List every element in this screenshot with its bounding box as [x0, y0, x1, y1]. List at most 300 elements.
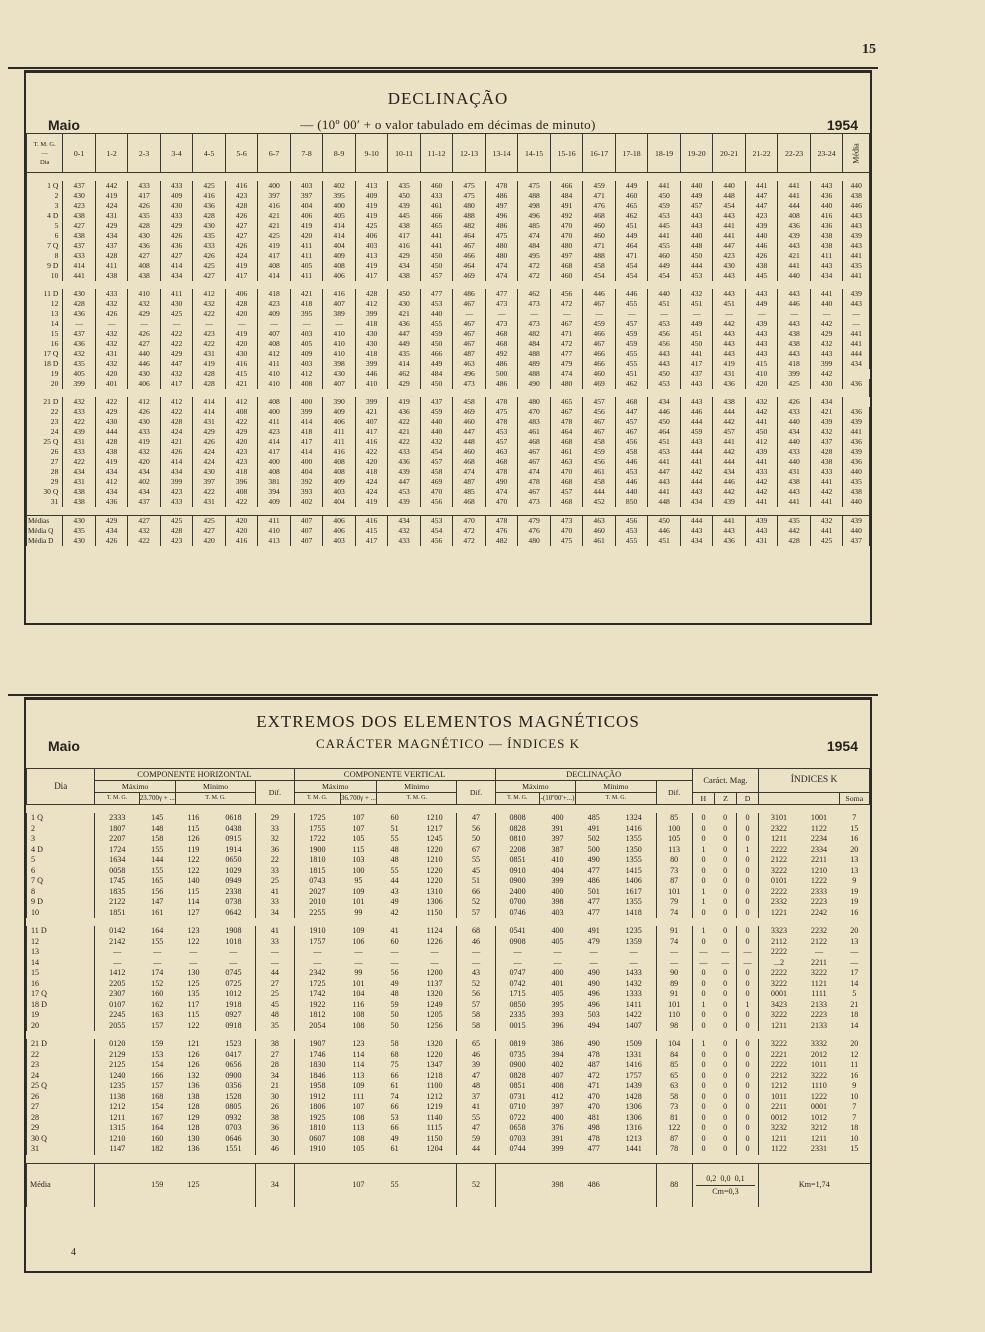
value-cell: 443 — [745, 349, 778, 359]
value-cell: 442 — [713, 319, 746, 329]
value-cell: 3332 — [810, 1039, 828, 1048]
value-cell: 463 — [485, 447, 518, 457]
value-cell: 453 — [680, 271, 713, 281]
value-cell: 450 — [388, 289, 421, 299]
mean-cell: 476 — [518, 526, 551, 536]
value-cell: 438 — [745, 261, 778, 271]
value-cell: 390 — [323, 397, 356, 407]
value-cell: 67 — [457, 845, 495, 856]
value-cell: 1347 — [426, 1060, 443, 1069]
value-cell: 109 — [352, 1081, 365, 1090]
table-row — [27, 1010, 870, 1021]
value-cell: 0607 — [309, 1133, 326, 1143]
mean-cell: 432 — [128, 526, 161, 536]
media-header-label: Média — [851, 142, 861, 164]
value-cell: 431 — [193, 417, 226, 427]
day-cell: 21 D — [27, 397, 63, 407]
value-cell: 439 — [388, 497, 421, 507]
value-cell: 0 — [701, 876, 706, 885]
value-cell: 105 — [656, 834, 692, 845]
value-cell: 497 — [550, 251, 583, 261]
value-cell: — — [128, 319, 161, 329]
table-row — [27, 261, 870, 271]
value-cell: 450 — [388, 191, 421, 201]
value-cell: 448 — [680, 241, 713, 251]
value-cell: 456 — [648, 339, 681, 349]
v-min-tmg: T. M. G. — [376, 793, 456, 805]
value-cell: 121 — [187, 1039, 200, 1048]
value-cell: 1222 — [810, 1091, 828, 1101]
value-cell: 488 — [583, 251, 616, 261]
value-cell: 406 — [355, 231, 388, 241]
value-cell: 402 — [128, 477, 161, 487]
value-cell: 464 — [453, 261, 486, 271]
value-cell: 472 — [518, 271, 551, 281]
value-cell: — — [153, 947, 162, 956]
value-cell: 443 — [843, 221, 870, 231]
value-cell: 2222 — [770, 886, 788, 896]
value-cell: 484 — [518, 339, 551, 349]
value-cell: 104 — [656, 1039, 692, 1050]
media-header — [843, 134, 870, 173]
d-max-tmg: T. M. G. — [495, 793, 539, 805]
value-cell: 0 — [723, 1010, 728, 1019]
value-cell: 434 — [160, 271, 193, 281]
value-cell: 0 — [701, 865, 706, 875]
value-cell: 74 — [390, 1091, 399, 1101]
value-cell: 0 — [737, 1071, 759, 1082]
value-cell: — — [745, 309, 778, 319]
value-cell: 450 — [680, 339, 713, 349]
value-cell: 16 — [850, 1070, 859, 1080]
value-cell: 2211 — [811, 957, 827, 967]
value-cell: 456 — [420, 497, 453, 507]
value-cell: 478 — [485, 181, 518, 191]
value-cell: 425 — [193, 261, 226, 271]
value-cell: 482 — [453, 221, 486, 231]
table-row — [27, 845, 870, 856]
value-cell: 2334 — [810, 844, 828, 854]
value-cell: 0 — [737, 834, 759, 845]
mean-cell: 422 — [128, 536, 161, 546]
value-cell: 438 — [810, 231, 843, 241]
value-cell: 60 — [390, 936, 399, 946]
value-cell: 435 — [843, 477, 870, 487]
value-cell: 0851 — [509, 1081, 526, 1090]
value-cell: 465 — [615, 201, 648, 211]
value-cell: 404 — [551, 865, 564, 875]
table-row — [27, 834, 870, 845]
value-cell: 460 — [583, 369, 616, 379]
value-cell: — — [313, 957, 322, 967]
value-cell: 0646 — [225, 1133, 242, 1143]
value-cell: 166 — [151, 1070, 164, 1080]
value-cell: 490 — [485, 477, 518, 487]
value-cell: 2122 — [109, 897, 126, 906]
value-cell: 1925 — [309, 1112, 326, 1122]
declination-title: DECLINAÇÃO — [387, 89, 509, 108]
value-cell: — — [629, 947, 638, 956]
value-cell: 48 — [256, 1010, 294, 1021]
value-cell: 477 — [587, 897, 600, 906]
value-cell: 87 — [656, 1134, 692, 1145]
value-cell: 440 — [745, 231, 778, 241]
value-cell: 2010 — [309, 897, 326, 906]
value-cell: 422 — [225, 417, 258, 427]
value-cell: 468 — [518, 437, 551, 447]
value-cell: 1221 — [770, 907, 788, 917]
value-cell: 0618 — [225, 813, 242, 822]
value-cell: 1212 — [770, 1081, 788, 1090]
mean-cell: 443 — [680, 526, 713, 536]
tmg-dia-header — [27, 134, 63, 173]
value-cell: 127 — [187, 907, 200, 917]
value-cell: 417 — [388, 231, 421, 241]
value-cell: 476 — [583, 201, 616, 211]
value-cell: 459 — [615, 329, 648, 339]
table-row — [27, 309, 870, 319]
mean-cell: 470 — [550, 526, 583, 536]
extremes-title: EXTREMOS DOS ELEMENTOS MAGNÉTICOS — [256, 712, 640, 731]
value-cell: 453 — [648, 447, 681, 457]
value-cell: 432 — [95, 359, 128, 369]
value-cell: 1 — [701, 886, 706, 896]
value-cell: 451 — [615, 221, 648, 231]
value-cell: 431 — [193, 349, 226, 359]
value-cell: 421 — [258, 211, 291, 221]
value-cell: 429 — [128, 309, 161, 319]
value-cell: 430 — [810, 379, 843, 389]
value-cell: 0747 — [509, 968, 526, 977]
value-cell: 0 — [723, 1060, 728, 1069]
value-cell: — — [390, 947, 399, 956]
value-cell: 430 — [713, 261, 746, 271]
value-cell: 2222 — [770, 968, 788, 977]
day-cell: 17 Q — [27, 989, 95, 1000]
extremes-mean-row — [27, 1163, 870, 1207]
value-cell: 443 — [778, 319, 811, 329]
value-cell: 436 — [843, 437, 870, 447]
mean-cell: 431 — [745, 536, 778, 546]
table-row — [27, 359, 870, 369]
value-cell: 409 — [323, 251, 356, 261]
value-cell: 63 — [656, 1081, 692, 1092]
value-cell: — — [721, 947, 730, 956]
value-cell: 415 — [745, 359, 778, 369]
declination-grid — [26, 133, 870, 546]
value-cell: 470 — [518, 407, 551, 417]
table-row — [27, 908, 870, 919]
value-cell: 500 — [587, 844, 600, 854]
value-cell: 471 — [615, 251, 648, 261]
value-cell: 462 — [388, 369, 421, 379]
day-cell: 11 D — [27, 926, 95, 937]
value-cell: 411 — [258, 359, 291, 369]
value-cell: 85 — [656, 1060, 692, 1071]
value-cell: 154 — [151, 1060, 164, 1069]
value-cell: 466 — [583, 359, 616, 369]
value-cell: 460 — [420, 181, 453, 191]
value-cell: 405 — [290, 261, 323, 271]
v-max-tmg: T. M. G. — [294, 793, 340, 805]
value-cell: 443 — [713, 289, 746, 299]
value-cell: 426 — [225, 211, 258, 221]
value-cell: 464 — [550, 427, 583, 437]
table-row — [27, 824, 870, 835]
table-row — [27, 1134, 870, 1145]
value-cell: 438 — [778, 477, 811, 487]
value-cell: 168 — [151, 1091, 164, 1101]
z-char-header: Z — [714, 793, 736, 805]
value-cell: 2222 — [770, 844, 788, 854]
day-cell: 10 — [27, 908, 95, 919]
value-cell: 486 — [485, 359, 518, 369]
value-cell: 1407 — [625, 1020, 642, 1030]
value-cell: 450 — [648, 369, 681, 379]
value-cell: 491 — [550, 201, 583, 211]
value-cell: 423 — [63, 201, 96, 211]
value-cell: 468 — [485, 339, 518, 349]
value-cell: 0438 — [225, 823, 242, 833]
value-cell: 437 — [810, 437, 843, 447]
value-cell: 144 — [151, 855, 164, 864]
value-cell: 443 — [713, 349, 746, 359]
day-cell: 15 — [27, 968, 95, 979]
value-cell: 442 — [680, 467, 713, 477]
value-cell: 51 — [457, 876, 495, 887]
value-cell: 446 — [615, 477, 648, 487]
value-cell: 434 — [95, 467, 128, 477]
value-cell: 436 — [713, 379, 746, 389]
value-cell: 421 — [810, 407, 843, 417]
value-cell: 0 — [723, 1144, 728, 1153]
day-cell: 30 Q — [27, 1134, 95, 1145]
value-cell: 0 — [737, 855, 759, 866]
value-cell: 122 — [187, 936, 200, 946]
value-cell: 453 — [648, 319, 681, 329]
mean-cell: 480 — [518, 536, 551, 546]
value-cell: 100 — [352, 865, 365, 875]
value-cell: 443 — [778, 289, 811, 299]
dia-header: Dia — [27, 769, 95, 805]
day-cell: 3 — [27, 201, 63, 211]
d-max-header: Máximo — [495, 781, 575, 793]
hour-header: 4-5 — [193, 134, 226, 173]
value-cell: 467 — [453, 329, 486, 339]
value-cell: 408 — [323, 457, 356, 467]
value-cell: 419 — [388, 397, 421, 407]
value-cell: 400 — [551, 968, 564, 977]
value-cell: 3101 — [770, 813, 788, 822]
value-cell: 1922 — [309, 999, 326, 1009]
value-cell: 438 — [128, 271, 161, 281]
value-cell: 400 — [323, 201, 356, 211]
value-cell: — — [778, 309, 811, 319]
value-cell: 443 — [745, 329, 778, 339]
value-cell: 411 — [290, 271, 323, 281]
value-cell: 2338 — [225, 886, 242, 896]
value-cell: 468 — [550, 497, 583, 507]
day-cell: 11 D — [27, 289, 63, 299]
value-cell: 446 — [713, 477, 746, 487]
value-cell: 433 — [95, 289, 128, 299]
mean-cell: 441 — [713, 516, 746, 527]
value-cell: 430 — [128, 231, 161, 241]
value-cell: 430 — [355, 339, 388, 349]
value-cell: 467 — [518, 447, 551, 457]
value-cell: 450 — [648, 191, 681, 201]
value-cell: 0 — [723, 886, 728, 896]
value-cell: 19 — [850, 886, 859, 896]
value-cell: 0 — [701, 1020, 706, 1030]
hour-header: 20-21 — [713, 134, 746, 173]
value-cell: 478 — [485, 417, 518, 427]
value-cell: 61 — [390, 1081, 399, 1090]
value-cell: 1725 — [309, 978, 326, 988]
value-cell: 473 — [518, 497, 551, 507]
value-cell: 443 — [810, 181, 843, 191]
value-cell: 2322 — [770, 823, 788, 833]
value-cell: 1220 — [426, 844, 443, 854]
value-cell: 454 — [583, 271, 616, 281]
value-cell: 58 — [656, 1092, 692, 1103]
value-cell: 432 — [680, 289, 713, 299]
day-cell: 27 — [27, 1102, 95, 1113]
value-cell: 424 — [355, 487, 388, 497]
table-row — [27, 201, 870, 211]
value-cell: 463 — [550, 457, 583, 467]
value-cell: 1406 — [625, 876, 642, 885]
mean-v-dif: 52 — [457, 1163, 495, 1207]
value-cell: 439 — [713, 497, 746, 507]
value-cell: 458 — [583, 261, 616, 271]
value-cell: — — [113, 957, 122, 967]
value-cell: 0058 — [109, 865, 126, 875]
value-cell: 421 — [258, 221, 291, 231]
value-cell: 376 — [551, 1123, 564, 1132]
value-cell: 433 — [420, 191, 453, 201]
value-cell: 431 — [95, 349, 128, 359]
day-cell: 26 — [27, 1092, 95, 1103]
value-cell: 453 — [648, 211, 681, 221]
value-cell: 451 — [680, 299, 713, 309]
value-cell: 2234 — [810, 834, 828, 843]
value-cell: 1138 — [109, 1091, 126, 1101]
value-cell: 444 — [713, 457, 746, 467]
value-cell: 419 — [355, 201, 388, 211]
mean-cell: 427 — [193, 526, 226, 536]
value-cell: 103 — [352, 855, 365, 864]
value-cell: 430 — [63, 191, 96, 201]
value-cell: 443 — [680, 437, 713, 447]
value-cell: 440 — [420, 309, 453, 319]
value-cell: 473 — [453, 379, 486, 389]
value-cell: 57 — [457, 1000, 495, 1011]
table-row — [27, 1021, 870, 1032]
value-cell: 440 — [778, 457, 811, 467]
h-char-header: H — [692, 793, 714, 805]
mean-cell: 434 — [95, 526, 128, 536]
value-cell: 483 — [518, 417, 551, 427]
value-cell: 432 — [95, 329, 128, 339]
value-cell: 458 — [583, 437, 616, 447]
value-cell: 0 — [737, 813, 759, 824]
value-cell: 423 — [713, 251, 746, 261]
value-cell: 10 — [850, 1133, 859, 1143]
value-cell: — — [160, 319, 193, 329]
value-cell: 440 — [713, 181, 746, 191]
value-cell: 3323 — [770, 926, 788, 935]
value-cell: 0142 — [109, 926, 126, 935]
value-cell: 464 — [648, 427, 681, 437]
value-cell: 450 — [420, 379, 453, 389]
hour-header: 10-11 — [388, 134, 421, 173]
value-cell: 0 — [723, 936, 728, 946]
mean-label: Médias — [27, 516, 63, 527]
value-cell: 422 — [193, 487, 226, 497]
hour-header: 14-15 — [518, 134, 551, 173]
value-cell: 440 — [680, 181, 713, 191]
value-cell: 397 — [193, 477, 226, 487]
value-cell: 402 — [290, 497, 323, 507]
value-cell: 488 — [518, 349, 551, 359]
value-cell: 0722 — [509, 1112, 526, 1122]
value-cell: 2232 — [810, 926, 828, 935]
value-cell: 48 — [390, 989, 399, 998]
value-cell: 471 — [587, 1081, 600, 1090]
value-cell: 447 — [615, 407, 648, 417]
value-cell: 425 — [778, 379, 811, 389]
value-cell: 435 — [193, 231, 226, 241]
value-cell: 1212 — [109, 1102, 126, 1111]
value-cell: 442 — [810, 369, 843, 379]
mean-cell: 407 — [290, 536, 323, 546]
value-cell: 21 — [256, 1081, 294, 1092]
value-cell: 418 — [778, 359, 811, 369]
value-cell: 3423 — [770, 999, 788, 1009]
value-cell: 434 — [388, 261, 421, 271]
day-cell: 15 — [27, 329, 63, 339]
hour-header: 23-24 — [810, 134, 843, 173]
value-cell: 0 — [701, 1102, 706, 1111]
value-cell: 147 — [151, 897, 164, 906]
table-row — [27, 299, 870, 309]
value-cell: 473 — [485, 319, 518, 329]
value-cell: 1 — [701, 844, 706, 854]
k-indices-header: ÍNDICES K — [759, 769, 870, 793]
value-cell: — — [648, 309, 681, 319]
value-cell: 455 — [420, 319, 453, 329]
extremes-month-label: Maio — [48, 738, 80, 754]
page-number-top: 15 — [862, 42, 876, 57]
value-cell: 1418 — [625, 907, 642, 917]
value-cell: 1204 — [426, 1144, 443, 1153]
value-cell: 475 — [485, 231, 518, 241]
value-cell: 11 — [850, 1060, 859, 1069]
value-cell: 0 — [723, 1081, 728, 1090]
value-cell: 467 — [583, 299, 616, 309]
value-cell: 411 — [290, 241, 323, 251]
value-cell: 115 — [187, 886, 200, 896]
mean-cell: 439 — [745, 516, 778, 527]
value-cell: 1316 — [625, 1123, 642, 1132]
value-cell: 446 — [615, 289, 648, 299]
value-cell: 406 — [225, 289, 258, 299]
value-cell: 2333 — [810, 886, 828, 896]
value-cell: 0 — [701, 989, 706, 998]
value-cell: 439 — [745, 221, 778, 231]
value-cell: 467 — [453, 241, 486, 251]
